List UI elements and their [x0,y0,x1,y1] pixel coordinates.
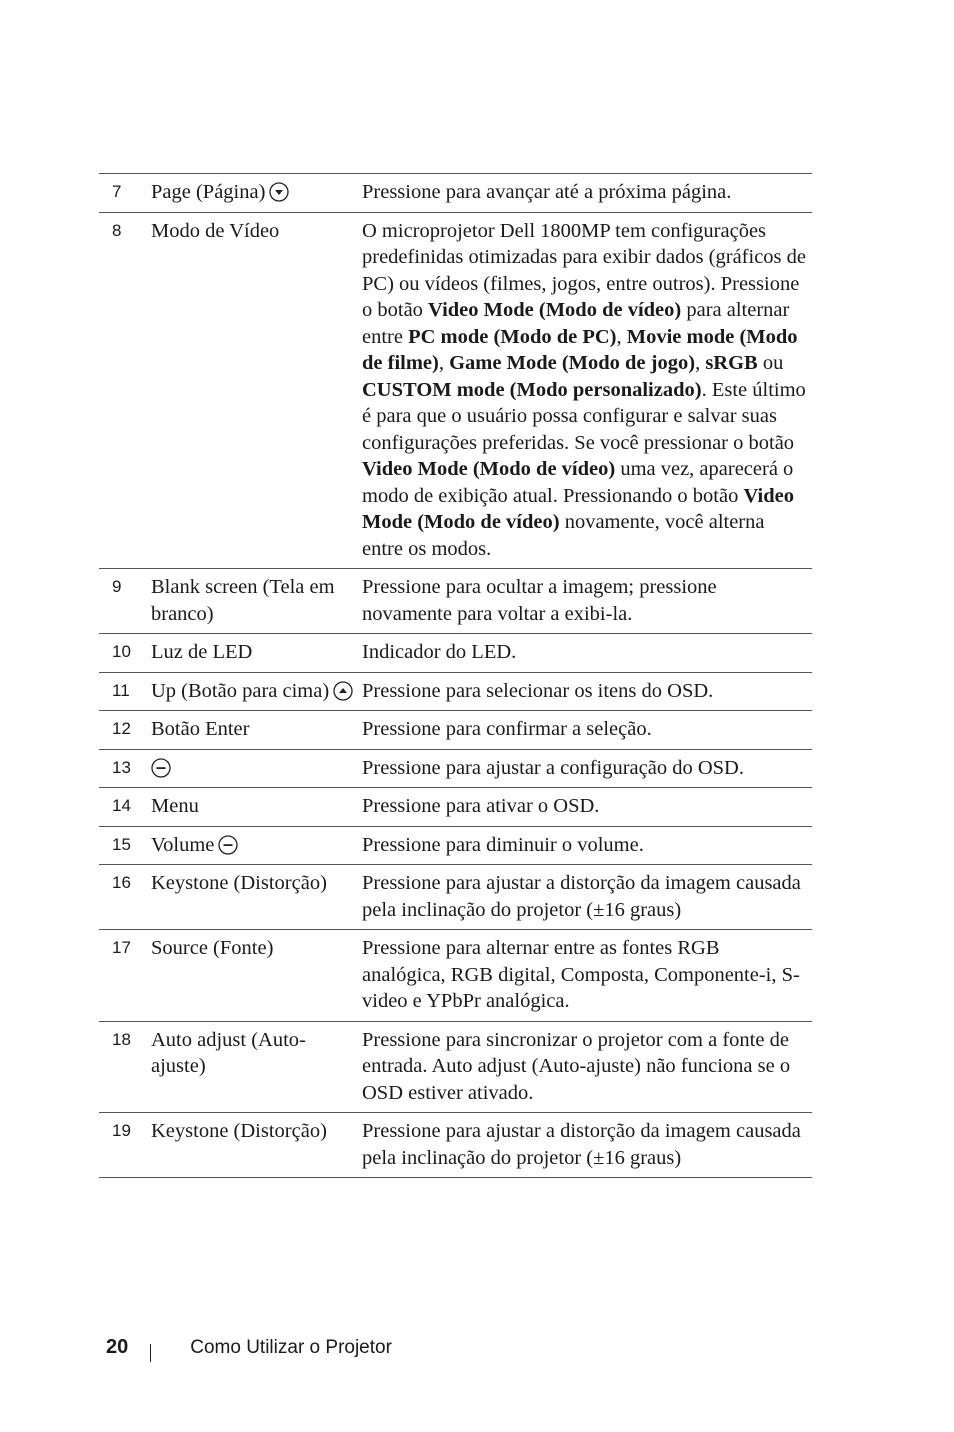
minus-icon [218,835,238,855]
row-description [362,574,812,627]
row-label-cell [151,1027,362,1107]
description-text: Pressione para alternar entre as fontes RGB analógica, RGB digital, Composta, Componente-i, S-video e YPbPr analógica. [362,937,800,1012]
row-description [362,793,812,820]
row-description [362,179,812,206]
emphasized-term: Movie mode (Modo de filme) [362,325,798,374]
emphasized-term: Video Mode (Modo de vídeo) [362,484,794,533]
table-row [99,1113,812,1178]
emphasized-term: PC mode (Modo de PC) [408,325,617,348]
table-row [99,865,812,930]
row-label-cell [151,793,362,820]
row-label: Menu [151,795,199,817]
table-row [99,750,812,789]
table-row [99,673,812,712]
row-label-cell [151,179,362,206]
row-number: 10 [112,642,131,661]
row-number: 15 [112,834,131,854]
table-row [99,174,812,213]
row-label: Page (Página) [151,181,266,203]
row-number: 7 [112,182,122,201]
row-label-cell [151,755,362,782]
description-text: . Este último é para que o usuário possa configurar e salvar suas configurações preferidas. Se você pressionar o botão [362,378,806,454]
footer-separator [150,1344,151,1362]
row-description [362,218,812,563]
row-label-cell [151,678,362,705]
page-down-arrow-icon [269,182,289,202]
row-description [362,755,812,782]
row-number: 19 [112,1121,131,1140]
row-number: 11 [112,680,130,700]
description-text: Pressione para sincronizar o projetor com a fonte de entrada. Auto adjust (Auto-ajuste) não funciona se o OSD estiver ativado. [362,1028,791,1104]
row-description [362,1118,812,1171]
description-text: O microprojetor Dell 1800MP tem configurações predefinidas otimizadas para exibir dados (gráficos de PC) ou vídeos (filmes, jogos, entre outros). Pressione o botão [362,219,806,321]
row-number: 18 [112,1029,131,1049]
table-row [99,569,812,634]
description-text: Pressione para ativar o OSD. [362,795,600,817]
row-label-cell [151,716,362,743]
description-text: , [616,325,627,348]
table-row [99,634,812,673]
table-row [99,1022,812,1114]
minus-icon [151,758,171,778]
up-arrow-icon [333,681,353,701]
emphasized-term: Game Mode (Modo de jogo) [449,352,696,374]
description-text: para alternar entre [362,299,790,348]
row-label-cell [151,832,362,859]
row-number: 12 [112,719,131,738]
table-row [99,711,812,750]
description-text: novamente, você alterna entre os modos. [362,511,765,560]
page-number: 20 [106,1336,129,1358]
page-footer [106,1336,392,1359]
row-label: Keystone (Distorção) [151,872,327,894]
description-text: , [695,352,706,374]
description-text: Pressione para ocultar a imagem; pressione novamente para voltar a exibi-la. [362,576,717,625]
description-text: Pressione para selecionar os itens do OSD. [362,679,714,702]
description-text: Indicador do LED. [362,641,517,663]
table-row [99,827,812,866]
emphasized-term: sRGB [705,352,758,374]
row-label: Blank screen (Tela em branco) [151,576,335,625]
row-number: 14 [112,796,131,815]
emphasized-term: CUSTOM mode (Modo personalizado) [362,378,702,401]
row-label: Keystone (Distorção) [151,1120,327,1142]
row-label: Auto adjust (Auto-ajuste) [151,1028,306,1077]
footer-section-title: Como Utilizar o Projetor [190,1336,392,1358]
table-row [99,788,812,827]
row-label-cell [151,1118,362,1171]
emphasized-term: Video Mode (Modo de vídeo) [362,458,616,480]
row-description [362,678,812,705]
row-number: 9 [112,577,122,596]
row-label: Luz de LED [151,641,253,663]
row-description [362,1027,812,1107]
table-row [99,930,812,1022]
description-text: Pressione para ajustar a distorção da imagem causada pela inclinação do projetor (±16 graus) [362,872,801,921]
row-label: Source (Fonte) [151,937,274,959]
row-number: 13 [112,757,131,777]
table-row [99,213,812,570]
row-number: 8 [112,220,122,240]
description-text: Pressione para diminuir o volume. [362,833,644,856]
description-text: , [438,352,450,374]
row-number: 16 [112,873,131,892]
description-text: ou [757,352,784,374]
button-description-table [99,173,812,1178]
row-label-cell [151,870,362,923]
description-text: Pressione para ajustar a distorção da imagem causada pela inclinação do projetor (±16 graus) [362,1120,801,1169]
row-label: Up (Botão para cima) [151,679,330,702]
description-text: Pressione para ajustar a configuração do OSD. [362,756,744,779]
row-label: Modo de Vídeo [151,219,280,242]
emphasized-term: Video Mode (Modo de vídeo) [428,299,682,321]
row-label-cell [151,639,362,666]
row-label: Botão Enter [151,718,250,740]
row-description [362,870,812,923]
row-description [362,639,812,666]
row-description [362,935,812,1015]
row-label-cell [151,574,362,627]
row-label-cell [151,935,362,1015]
row-number: 17 [112,938,131,957]
description-text: Pressione para avançar até a próxima página. [362,181,732,203]
description-text: uma vez, aparecerá o modo de exibição atual. Pressionando o botão [362,458,794,507]
description-text: Pressione para confirmar a seleção. [362,718,652,740]
row-label: Volume [151,833,215,856]
row-description [362,716,812,743]
row-label-cell [151,218,362,563]
row-description [362,832,812,859]
